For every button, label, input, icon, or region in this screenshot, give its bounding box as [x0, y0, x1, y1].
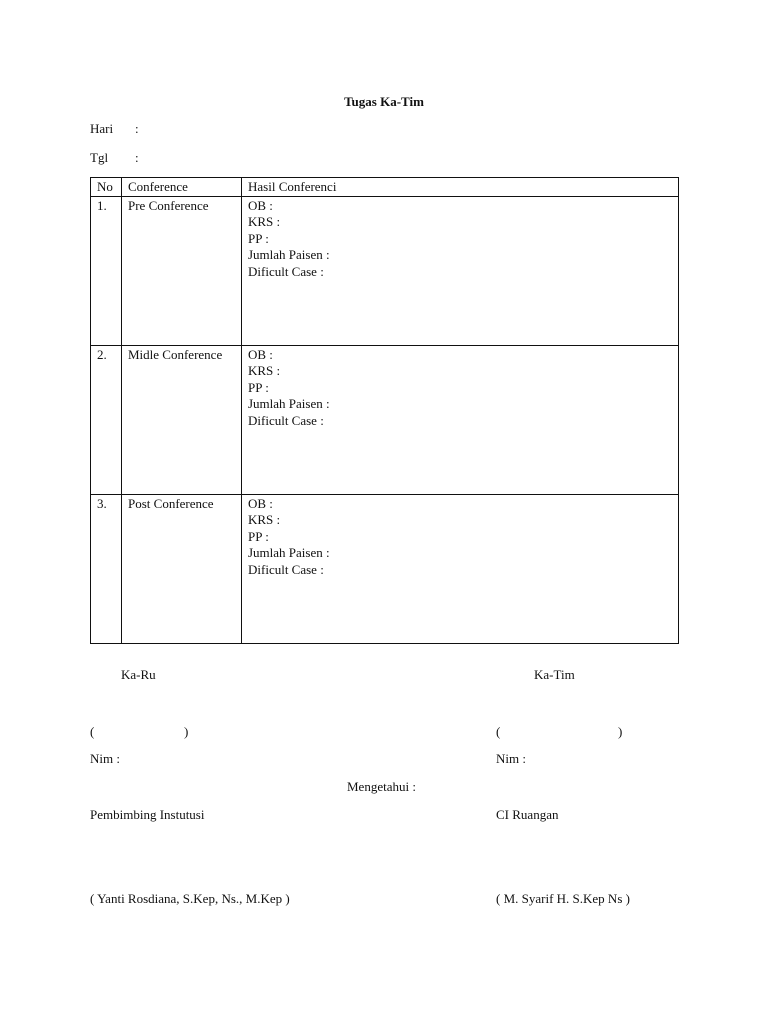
- header-conference: Conference: [122, 178, 242, 197]
- hari-label: Hari: [90, 121, 114, 136]
- result-ob: OB :: [248, 495, 273, 511]
- result-pp: PP :: [248, 230, 269, 246]
- katim-label: Ka-Tim: [534, 667, 575, 682]
- table-row: [91, 494, 679, 643]
- result-jumlah-paisen: Jumlah Paisen :: [248, 545, 330, 560]
- result-krs: KRS :: [248, 214, 281, 229]
- result-ob: OB :: [248, 346, 273, 362]
- page-title: Tugas Ka-Tim: [344, 94, 424, 109]
- katim-nim: Nim :: [496, 751, 526, 766]
- karu-label: Ka-Ru: [121, 667, 156, 682]
- result-dificult-case: Dificult Case :: [248, 561, 324, 577]
- karu-paren-open: (: [90, 724, 95, 739]
- result-krs: KRS :: [248, 512, 281, 527]
- mengetahui-label: Mengetahui :: [347, 779, 416, 794]
- row-number: 3.: [91, 494, 122, 643]
- pembimbing-label: Pembimbing Instutusi: [90, 807, 205, 822]
- result-jumlah-paisen: Jumlah Paisen :: [248, 247, 330, 262]
- ci-ruangan-name: ( M. Syarif H. S.Kep Ns ): [496, 891, 630, 906]
- header-hasil-conferenci: Hasil Conferenci: [242, 178, 679, 197]
- header-no: No: [91, 178, 122, 197]
- row-number: 1.: [91, 196, 122, 345]
- karu-paren-close: ): [184, 724, 189, 739]
- table-row: [91, 196, 679, 345]
- karu-nim: Nim :: [90, 751, 120, 766]
- row-results: [242, 196, 679, 345]
- katim-paren-close: ): [618, 724, 623, 739]
- result-ob: OB :: [248, 197, 273, 213]
- row-conference: Pre Conference: [122, 196, 242, 345]
- hari-colon: :: [135, 121, 139, 136]
- row-results: [242, 345, 679, 494]
- katim-paren-open: (: [496, 724, 501, 739]
- result-krs: KRS :: [248, 363, 281, 378]
- result-dificult-case: Dificult Case :: [248, 412, 324, 428]
- tgl-label: Tgl: [90, 150, 109, 165]
- result-jumlah-paisen: Jumlah Paisen :: [248, 396, 330, 411]
- tgl-colon: :: [135, 150, 139, 165]
- row-results: [242, 494, 679, 643]
- result-pp: PP :: [248, 528, 269, 544]
- conference-table: [90, 177, 679, 644]
- pembimbing-name: ( Yanti Rosdiana, S.Kep, Ns., M.Kep ): [90, 891, 290, 906]
- table-header-row: [91, 178, 679, 197]
- table-row: [91, 345, 679, 494]
- row-number: 2.: [91, 345, 122, 494]
- ci-ruangan-label: CI Ruangan: [496, 807, 559, 822]
- result-dificult-case: Dificult Case :: [248, 263, 324, 279]
- result-pp: PP :: [248, 379, 269, 395]
- row-conference: Post Conference: [122, 494, 242, 643]
- row-conference: Midle Conference: [122, 345, 242, 494]
